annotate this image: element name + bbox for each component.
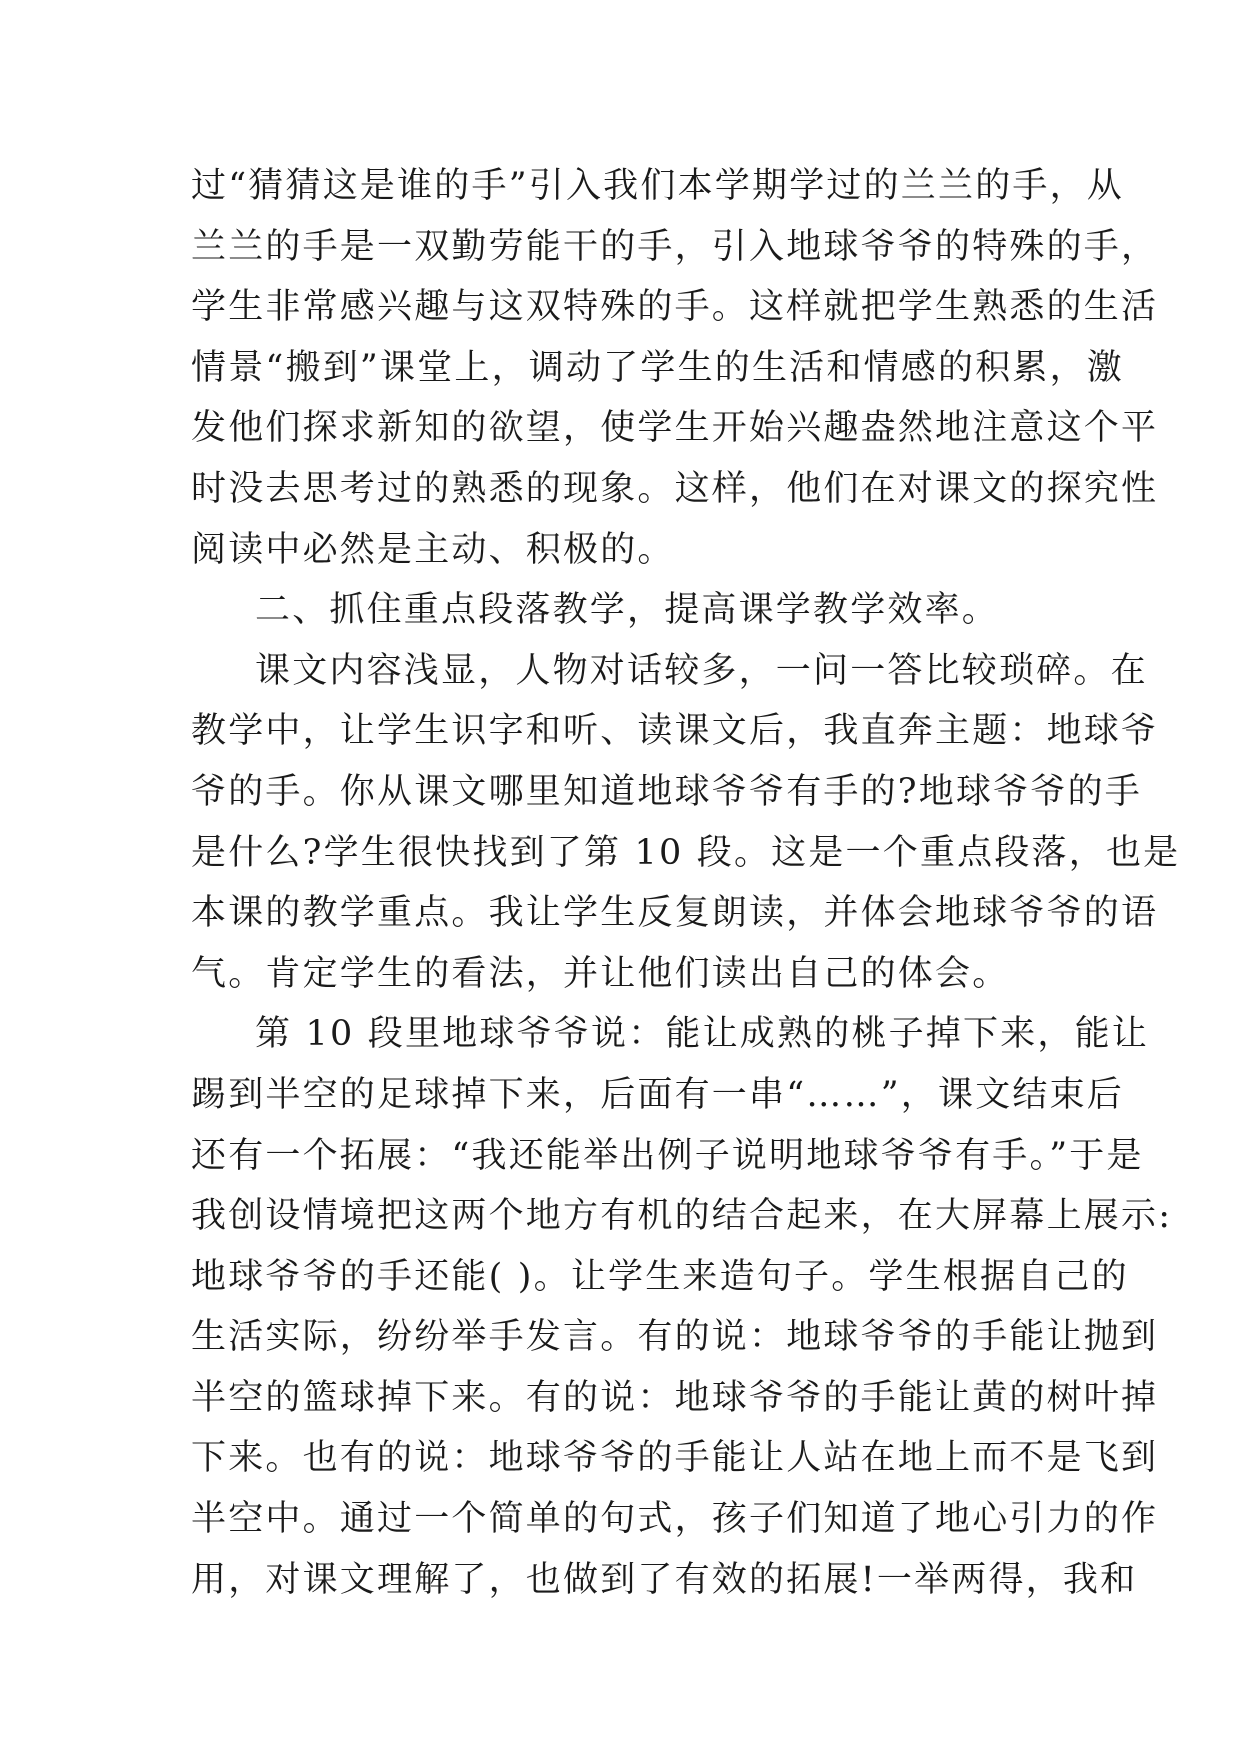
text-line: 过“猜猜这是谁的手”引入我们本学期学过的兰兰的手，从 bbox=[191, 166, 1124, 206]
text-line: 还有一个拓展：“我还能举出例子说明地球爷爷有手。”于是 bbox=[191, 1135, 1144, 1176]
text-line: 用，对课文理解了，也做到了有效的拓展!一举两得，我和 bbox=[191, 1559, 1138, 1600]
paragraph-start-line: 课文内容浅显，人物对话较多，一问一答比较琐碎。在 bbox=[255, 650, 1148, 691]
section-heading: 二、抓住重点段落教学，提高课学教学效率。 bbox=[255, 590, 1000, 631]
text-line: 下来。也有的说：地球爷爷的手能让人站在地上而不是飞到 bbox=[191, 1438, 1159, 1479]
text-line: 教学中，让学生识字和听、读课文后，我直奔主题：地球爷 bbox=[191, 711, 1159, 752]
text-line: 学生非常感兴趣与这双特殊的手。这样就把学生熟悉的生活 bbox=[191, 287, 1159, 328]
body-text bbox=[191, 156, 1181, 1610]
text-line: 地球爷爷的手还能( )。让学生来造句子。学生根据自己的 bbox=[191, 1256, 1129, 1297]
text-line: 本课的教学重点。我让学生反复朗读，并体会地球爷爷的语 bbox=[191, 893, 1159, 934]
text-line: 是什么?学生很快找到了第 10 段。这是一个重点段落，也是 bbox=[191, 832, 1181, 873]
text-line: 我创设情境把这两个地方有机的结合起来，在大屏幕上展示: bbox=[191, 1196, 1173, 1237]
paragraph-start-line: 第 10 段里地球爷爷说：能让成熟的桃子掉下来，能让 bbox=[255, 1014, 1149, 1055]
text-line: 踢到半空的足球掉下来，后面有一串“……”，课文结束后 bbox=[191, 1074, 1124, 1115]
text-line: 气。肯定学生的看法，并让他们读出自己的体会。 bbox=[191, 953, 1010, 994]
text-line: 时没去思考过的熟悉的现象。这样，他们在对课文的探究性 bbox=[191, 468, 1159, 509]
text-line: 生活实际，纷纷举手发言。有的说：地球爷爷的手能让抛到 bbox=[191, 1317, 1159, 1358]
text-line: 阅读中必然是主动、积极的。 bbox=[191, 529, 675, 570]
text-line: 情景“搬到”课堂上，调动了学生的生活和情感的积累，激 bbox=[191, 347, 1124, 388]
text-line: 半空的篮球掉下来。有的说：地球爷爷的手能让黄的树叶掉 bbox=[191, 1377, 1159, 1418]
text-line: 兰兰的手是一双勤劳能干的手，引入地球爷爷的特殊的手， bbox=[191, 226, 1159, 267]
text-line: 爷的手。你从课文哪里知道地球爷爷有手的?地球爷爷的手 bbox=[191, 771, 1142, 812]
text-line: 发他们探求新知的欲望，使学生开始兴趣盎然地注意这个平 bbox=[191, 408, 1159, 449]
text-line: 半空中。通过一个简单的句式，孩子们知道了地心引力的作 bbox=[191, 1499, 1159, 1540]
